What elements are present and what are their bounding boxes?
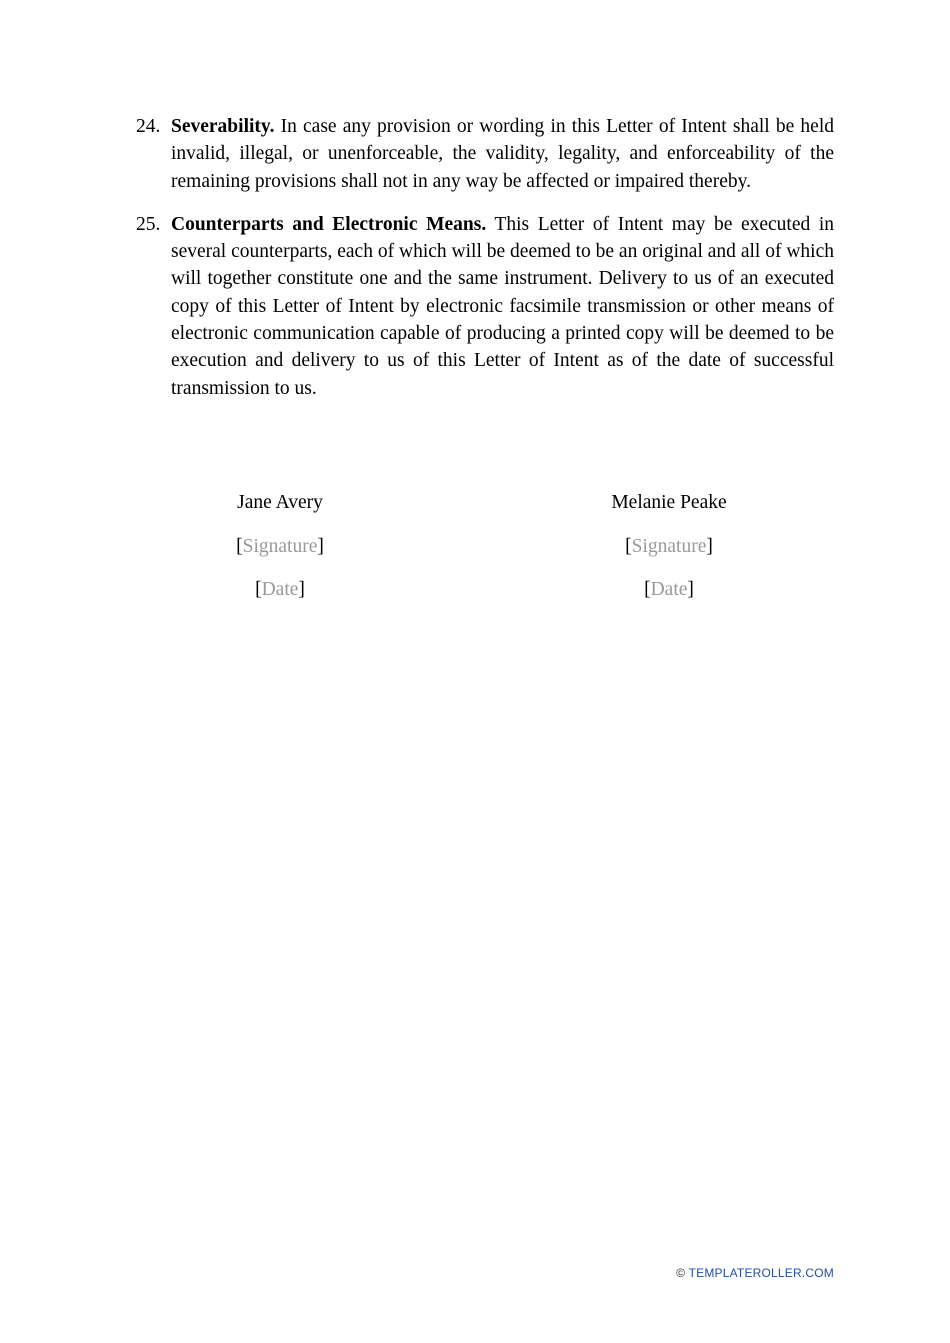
bracket-open: [ [644,579,651,600]
clause-title: Counterparts and Electronic Means. [171,213,487,235]
copyright-icon: © [676,1266,686,1280]
bracket-open: [ [255,579,262,600]
bracket-close: ] [687,579,694,600]
date-placeholder: Date [650,579,688,600]
footer-link[interactable]: TEMPLATEROLLER.COM [688,1266,834,1280]
signature-field [539,533,799,560]
signatory-name: Melanie Peake [611,492,727,513]
clause-25 [136,211,834,402]
signature-placeholder: Signature [242,536,318,557]
signatory-name: Jane Avery [237,492,323,513]
clause-list [136,113,834,418]
bracket-close: ] [706,536,713,557]
footer-credit[interactable] [676,1266,834,1280]
signature-field [150,533,410,560]
clause-number: 24. [136,116,161,137]
date-field [539,576,799,603]
bracket-open: [ [625,536,632,557]
clause-24 [136,113,834,195]
clause-body: This Letter of Intent may be executed in several counterparts, each of which will be deemed to be an original and all of which will together constitute one and the same instrument. Delivery to us of an executed copy of this Letter of Intent by electronic facsimile transmission or other means of electronic communication capable of producing a printed copy will be deemed to be execution and delivery to us of this Letter of Intent as of the date of successful transmission to us. [171,213,834,399]
bracket-close: ] [298,579,305,600]
clause-number: 25. [136,213,161,235]
clause-title: Severability. [171,116,275,137]
signature-placeholder: Signature [631,536,707,557]
bracket-close: ] [317,536,324,557]
bracket-open: [ [236,536,243,557]
date-field [150,576,410,603]
clause-body: In case any provision or wording in this Letter of Intent shall be held invalid, illegal, or unenforceable, the validity, legality, and enforceability of the remaining provisions shall not in any way be affected or impaired thereby. [171,116,834,192]
date-placeholder: Date [261,579,299,600]
